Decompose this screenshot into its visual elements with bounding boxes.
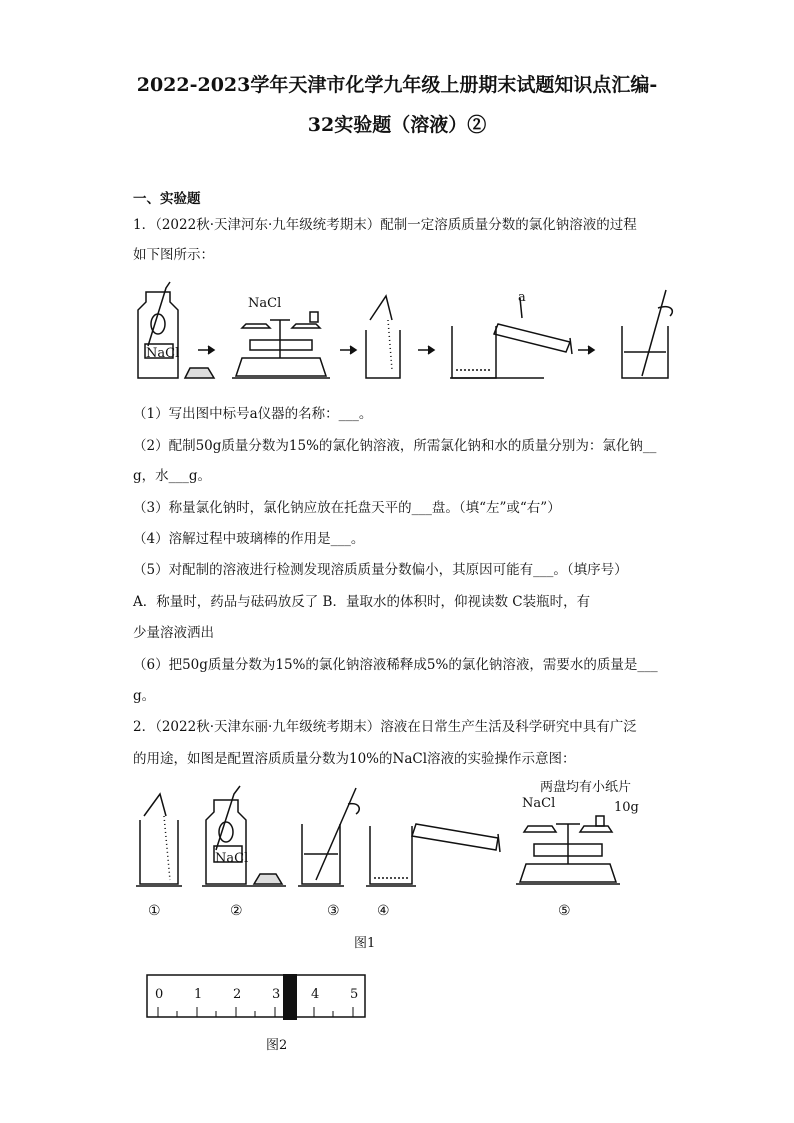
q2-bottle-label: NaCl xyxy=(215,851,249,866)
fig1-caption: 图1 xyxy=(354,936,376,951)
scale-tick-5: 5 xyxy=(350,987,359,1002)
q1-stem-line-1: 1．（2022秋·天津河东·九年级统考期末）配制一定溶质质量分数的氯化钠溶液的过程 xyxy=(133,217,637,233)
q2-note: 两盘均有小纸片 xyxy=(540,780,632,795)
scale-tick-1: 1 xyxy=(194,987,203,1002)
title-line-2: 32实验题（溶液）② xyxy=(307,114,487,136)
step-2: ② xyxy=(230,903,243,919)
q1-stem-line-2: 如下图所示： xyxy=(133,247,214,263)
step-4: ④ xyxy=(377,903,390,919)
scale-tick-2: 2 xyxy=(233,987,242,1002)
q1-part-5-options: A．称量时，药品与砝码放反了 B．量取水的体积时，仰视读数 C装瓶时，有 xyxy=(133,594,591,610)
q1-part-2-cont: g，水___g。 xyxy=(133,468,212,484)
q2-figure-1 xyxy=(130,780,650,890)
q1-part-4: （4）溶解过程中玻璃棒的作用是___。 xyxy=(133,531,365,547)
q1-part-3: （3）称量氯化钠时，氯化钠应放在托盘天平的___盘。（填“左”或“右”） xyxy=(133,500,561,516)
q1-part-6-cont: g。 xyxy=(133,688,156,704)
scale-tick-0: 0 xyxy=(155,987,164,1002)
section-heading: 一、实验题 xyxy=(133,191,201,207)
q1-part-5-options-cont: 少量溶液洒出 xyxy=(133,625,214,641)
q1-part-2: （2）配制50g质量分数为15%的氯化钠溶液，所需氯化钠和水的质量分别为：氯化钠__ xyxy=(133,438,657,454)
step-1: ① xyxy=(148,903,161,919)
q1-part-5: （5）对配制的溶液进行检测发现溶质质量分数偏小，其原因可能有___。（填序号） xyxy=(133,562,628,578)
q1-experiment-figure xyxy=(130,280,690,385)
q2-weight-label: 10g xyxy=(614,800,639,815)
q2-stem-line-2: 的用途，如图是配置溶质质量分数为10%的NaCl溶液的实验操作示意图： xyxy=(133,751,576,767)
fig2-caption: 图2 xyxy=(266,1038,288,1053)
step-3: ③ xyxy=(327,903,340,919)
q2-figure-2-scale xyxy=(146,974,368,1020)
step-5: ⑤ xyxy=(558,903,571,919)
q1-part-1: （1）写出图中标号a仪器的名称：___。 xyxy=(133,406,373,422)
scale-tick-3: 3 xyxy=(272,987,281,1002)
q1-label-a: a xyxy=(518,290,526,305)
q2-stem-line-1: 2．（2022秋·天津东丽·九年级统考期末）溶液在日常生产生活及科学研究中具有广泛 xyxy=(133,719,637,735)
q1-balance-label: NaCl xyxy=(248,296,282,311)
q2-pan-label: NaCl xyxy=(522,796,556,811)
q1-part-6: （6）把50g质量分数为15%的氯化钠溶液稀释成5%的氯化钠溶液，需要水的质量是___ xyxy=(133,657,658,673)
title-line-1: 2022-2023学年天津市化学九年级上册期末试题知识点汇编- xyxy=(136,74,658,96)
q1-bottle-label: NaCl xyxy=(146,346,180,361)
scale-tick-4: 4 xyxy=(311,987,320,1002)
